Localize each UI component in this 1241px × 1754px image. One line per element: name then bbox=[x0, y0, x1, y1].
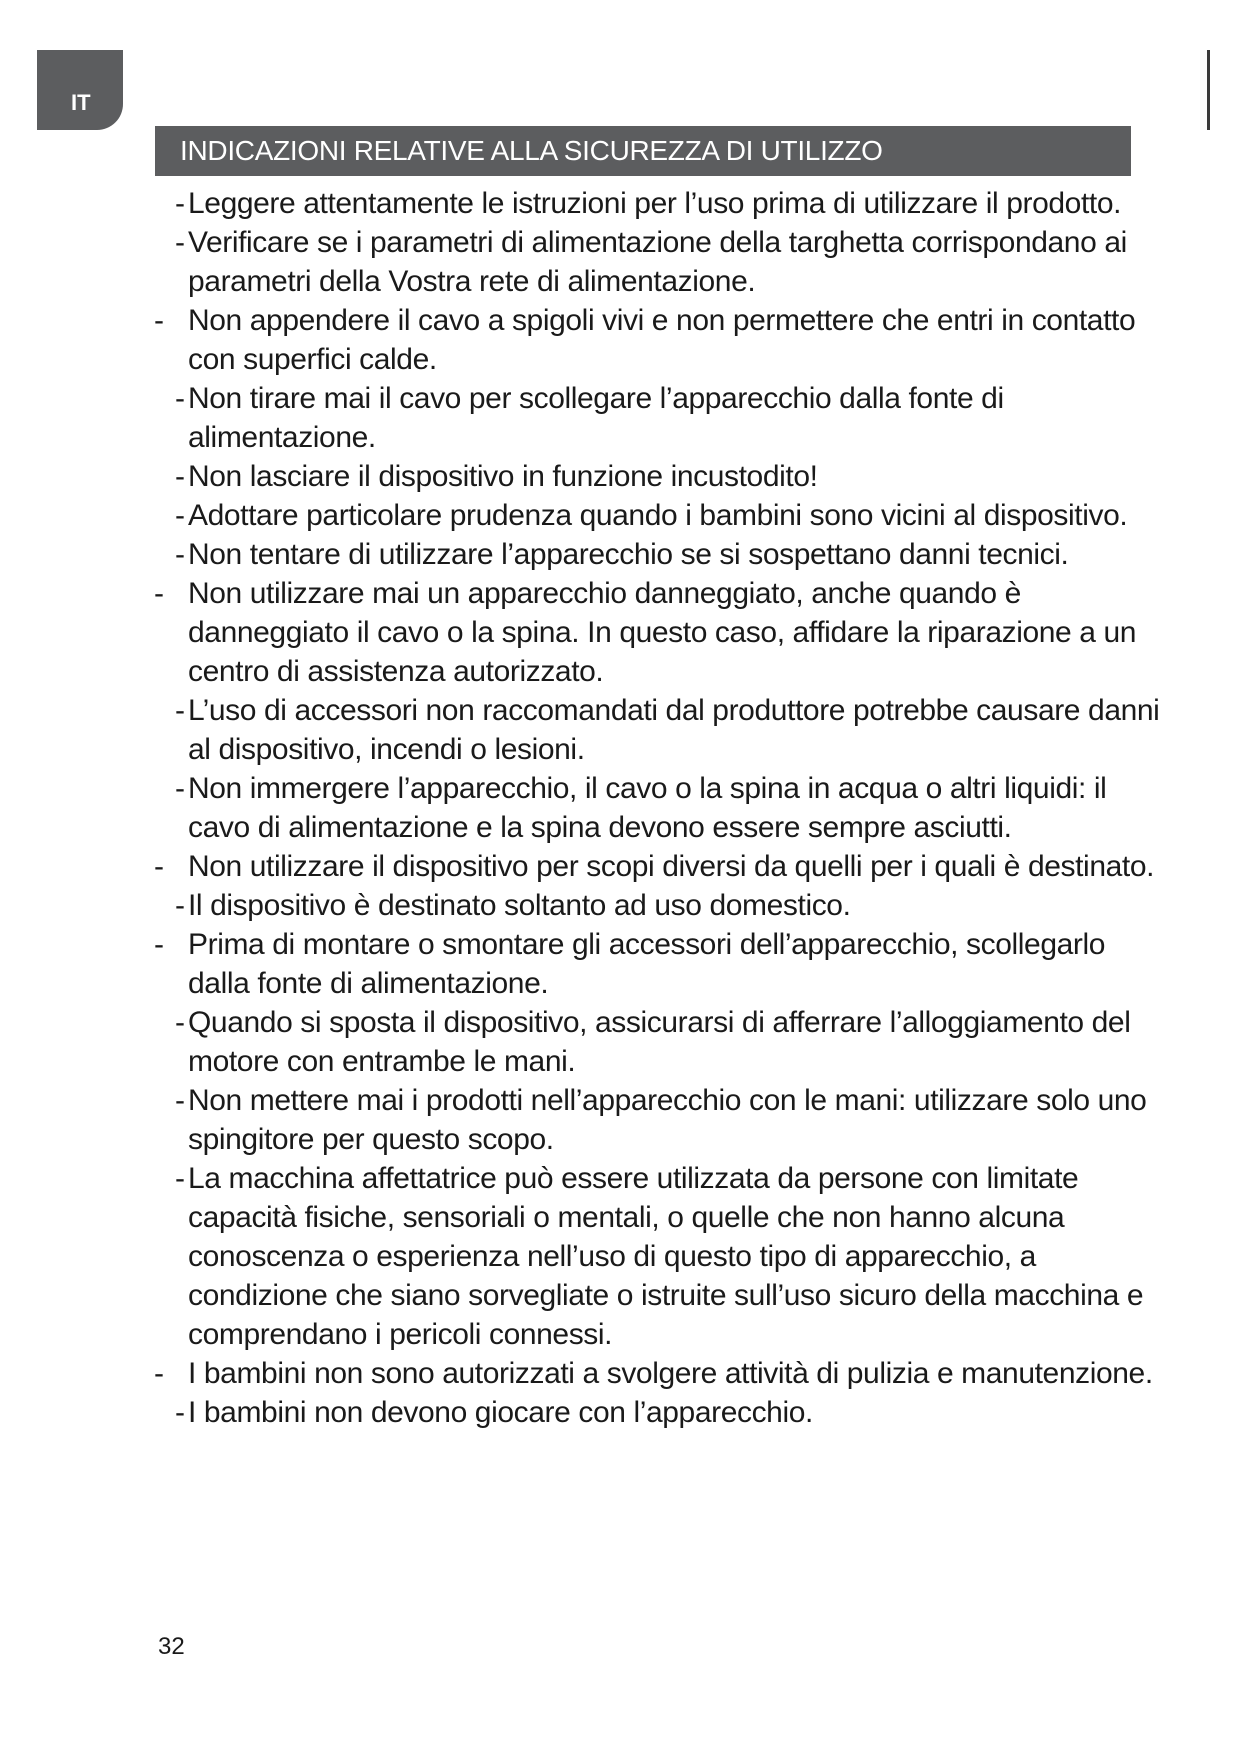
safety-item-14: - Quando si sposta il dispositivo, assicurarsi di afferrare l’alloggiamento del motore con entrambe le mani. bbox=[175, 1006, 1131, 1078]
safety-item-11: - Non utilizzare il dispositivo per scopi diversi da quelli per i quali è destinato. bbox=[154, 850, 1155, 883]
safety-item-10: - Non immergere l’apparecchio, il cavo o la spina in acqua o altri liquidi: il cavo di alimentazione e la spina devono essere sempre asciutti. bbox=[175, 772, 1107, 844]
safety-item-9: - L’uso di accessori non raccomandati dal produttore potrebbe causare danni al dispositivo, incendi o lesioni. bbox=[175, 694, 1160, 766]
safety-item-4: - Non tirare mai il cavo per scollegare l’apparecchio dalla fonte di alimentazione. bbox=[175, 382, 1004, 454]
safety-item-1: - Leggere attentamente le istruzioni per l’uso prima di utilizzare il prodotto. bbox=[175, 187, 1122, 220]
language-tab: IT bbox=[37, 50, 123, 130]
safety-item-8: - Non utilizzare mai un apparecchio danneggiato, anche quando è danneggiato il cavo o la spina. In questo caso, affidare la riparazione a un centro di assistenza autorizzato. bbox=[154, 577, 1137, 688]
safety-item-18: - I bambini non devono giocare con l’apparecchio. bbox=[175, 1396, 813, 1429]
safety-item-16: - La macchina affettatrice può essere utilizzata da persone con limitate capacità fisiche, sensoriali o mentali, o quelle che non hanno alcuna conoscenza o esperienza nell’uso di questo tipo di apparecchio, a condizione che siano sorvegliate o istruite sull’uso sicuro della macchina e comprendano i pericoli connessi. bbox=[175, 1162, 1144, 1351]
safety-list bbox=[145, 184, 1165, 1432]
safety-item-2: - Verificare se i parametri di alimentazione della targhetta corrispondano ai parametri della Vostra rete di alimentazione. bbox=[175, 226, 1127, 298]
safety-item-6: - Adottare particolare prudenza quando i bambini sono vicini al dispositivo. bbox=[175, 499, 1128, 532]
margin-rule bbox=[1207, 50, 1210, 130]
safety-item-12: - Il dispositivo è destinato soltanto ad uso domestico. bbox=[175, 889, 851, 922]
safety-item-3: - Non appendere il cavo a spigoli vivi e non permettere che entri in contatto con superfici calde. bbox=[154, 304, 1136, 376]
safety-item-13: - Prima di montare o smontare gli accessori dell’apparecchio, scollegarlo dalla fonte di alimentazione. bbox=[154, 928, 1106, 1000]
page-number: 32 bbox=[158, 1633, 185, 1660]
safety-item-15: - Non mettere mai i prodotti nell’apparecchio con le mani: utilizzare solo uno spingitore per questo scopo. bbox=[175, 1084, 1147, 1156]
section-title: INDICAZIONI RELATIVE ALLA SICUREZZA DI UTILIZZO bbox=[155, 126, 1131, 176]
safety-item-7: - Non tentare di utilizzare l’apparecchio se si sospettano danni tecnici. bbox=[175, 538, 1069, 571]
safety-item-17: - I bambini non sono autorizzati a svolgere attività di pulizia e manutenzione. bbox=[154, 1357, 1153, 1390]
safety-item-5: - Non lasciare il dispositivo in funzione incustodito! bbox=[175, 460, 818, 493]
